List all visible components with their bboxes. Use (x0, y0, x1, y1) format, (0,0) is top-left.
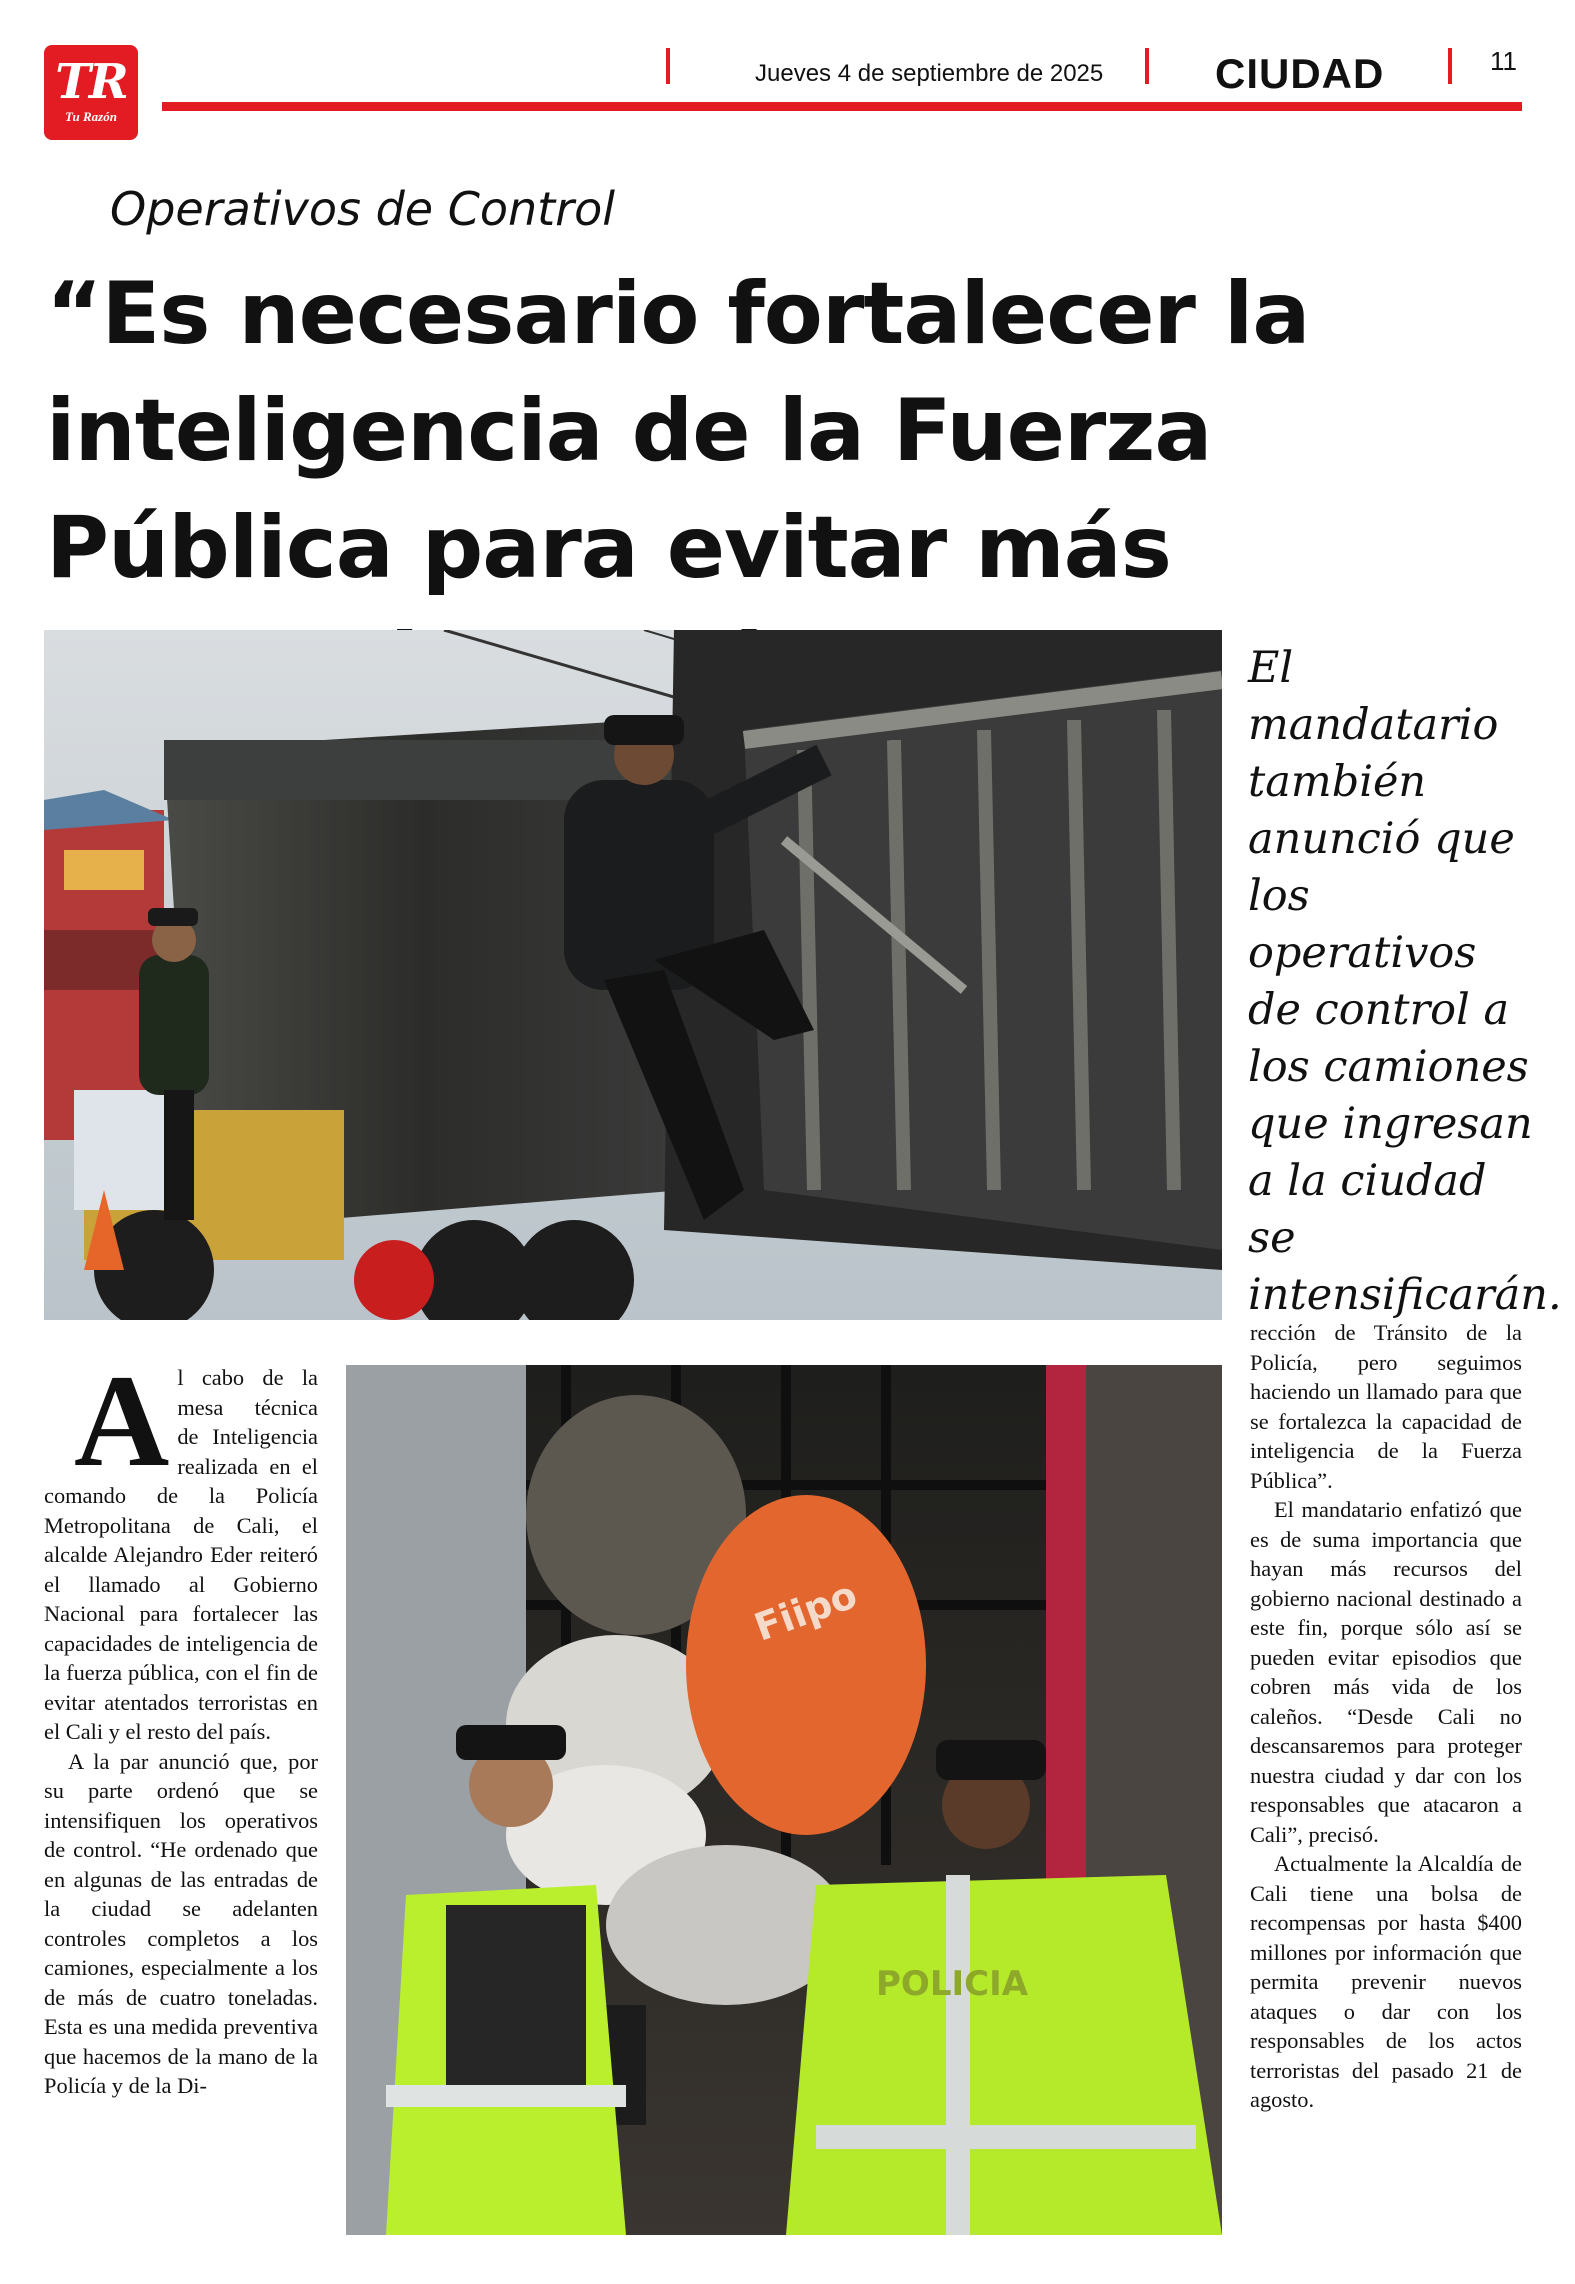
header-divider (1145, 48, 1149, 84)
drop-cap: A (74, 1347, 170, 1494)
sack-brand-label: Fiipo (748, 1572, 863, 1650)
continued-paragraph: rección de Tránsito de la Policía, pero seguimos haciendo un llamado para que se fortalezca la capacidad de inteligencia de la Fuerza Pública”. (1250, 1320, 1522, 1493)
body-paragraph: El mandatario enfatizó que es de suma importancia que hayan más recursos del gobierno nacional destinado a este fin, porque sólo así se pueden evitar episodios que cobren más vida de los caleños. “Desde Cali no descansaremos para proteger nuestra ciudad y dar con los responsables que atacaron a Cali”, precisó. (1250, 1497, 1522, 1847)
pull-quote: El mandatario también anunció que los operativos de control a los camiones que ingresan a la ciudad se intensificarán. (1248, 643, 1562, 1320)
body-paragraph: A la par anunció que, por su parte ordenó que se intensifiquen los operativos de control. “He ordenado que en algunas de las entradas de la ciudad se adelanten controles completos a los camiones, especialmente a los de más de cuatro toneladas. Esta es una medida preventiva que hacemos de la mano de la Policía y de la Di- (44, 1748, 318, 2098)
newspaper-logo[interactable] (44, 45, 138, 140)
article-kicker: Operativos de Control (110, 182, 615, 236)
cargo-inspection-photo (346, 1365, 1222, 2235)
article-column-1 (44, 1347, 318, 2101)
logo-mark: TR (55, 54, 127, 110)
header-divider (666, 48, 670, 84)
page-number: 11 (1490, 46, 1517, 76)
vest-label: POLICIA (876, 1964, 1029, 2004)
lead-paragraph (44, 1347, 318, 1747)
logo-name: Tu Razón (65, 109, 117, 124)
truck-inspection-photo (44, 630, 1222, 1320)
header-rule (162, 102, 1522, 111)
header-divider (1448, 48, 1452, 84)
section-label: CIUDAD (1215, 50, 1385, 97)
article-headline: “Es necesario fortalecer la inteligencia de la Fuerza Pública para evitar más (46, 264, 1310, 598)
article-column-3 (1250, 1318, 1522, 2115)
paragraph-text: l cabo de la mesa técnica de Inteligencia realizada en el comando de la Policía Metropolitana de Cali, el alcalde Alejandro Eder reiteró el llamado al Gobierno Nacional para fortalecer las capacidades de inteligencia de la fuerza pública, con el fin de evitar atentados terroristas en el Cali y el resto del país. (44, 1365, 318, 1744)
issue-date: Jueves 4 de septiembre de 2025 (755, 60, 1104, 87)
body-paragraph: Actualmente la Alcaldía de Cali tiene una bolsa de recompensas por hasta $400 millones por información que permita prevenir nuevos ataques o dar con los responsables de los actos terroristas del pasado 21 de agosto. (1250, 1851, 1522, 2112)
